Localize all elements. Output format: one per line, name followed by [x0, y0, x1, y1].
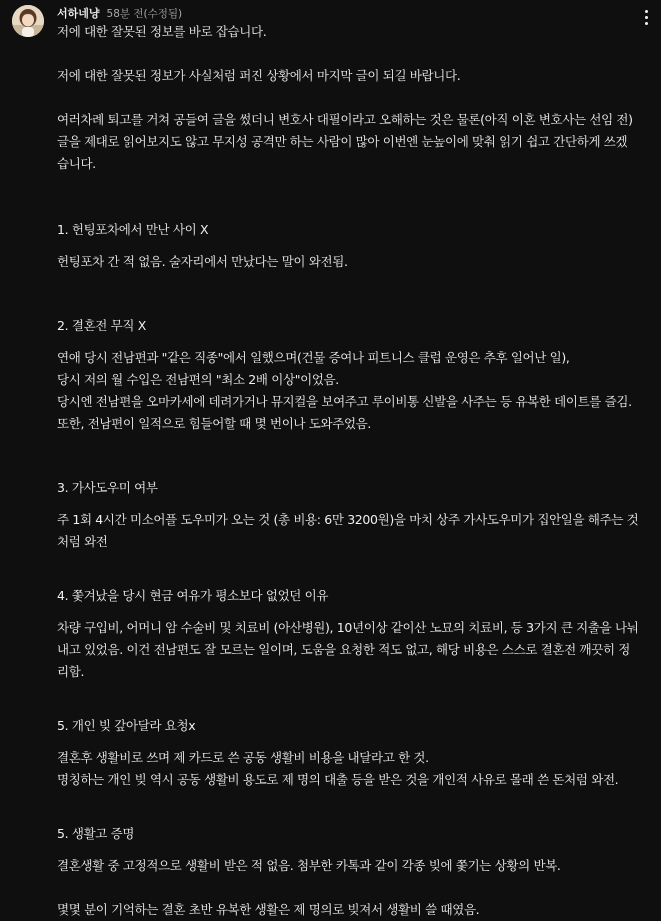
section-heading: 5. 개인 빚 갚아달라 요청x	[57, 718, 196, 733]
comment-line: 처럼 와전	[57, 534, 108, 549]
comment-body	[57, 21, 647, 921]
comment-line: 저에 대한 잘못된 정보를 바로 잡습니다.	[57, 24, 267, 39]
comment-line: 습니다.	[57, 156, 96, 171]
section-heading: 1. 헌팅포차에서 만난 사이 X	[57, 222, 209, 237]
section-heading: 5. 생활고 증명	[57, 826, 135, 841]
author-avatar[interactable]	[12, 5, 44, 37]
comment-line: 몇몇 분이 기억하는 결혼 초반 유복한 생활은 제 명의로 빚져서 생활비 쓸 때였음.	[57, 902, 480, 917]
comment-line: 당시 저의 월 수입은 전남편의 "최소 2배 이상"이었음.	[57, 372, 339, 387]
comment-line: 결혼생활 중 고정적으로 생활비 받은 적 없음. 첨부한 카톡과 같이 각종 빚에 쫓기는 상황의 반복.	[57, 858, 561, 873]
comment-line: 내고 있었음. 이건 전남편도 잘 모르는 일이며, 도움을 요청한 적도 없고, 해당 비용은 스스로 결혼전 깨끗히 정	[57, 642, 631, 657]
comment-line: 연애 당시 전남편과 "같은 직종"에서 일했으며(건물 증여나 피트니스 클럽 운영은 추후 일어난 일),	[57, 350, 570, 365]
section-heading: 4. 쫓겨났을 당시 현금 여유가 평소보다 없었던 이유	[57, 588, 329, 603]
comment-line: 글을 제대로 읽어보지도 않고 무지성 공격만 하는 사람이 많아 이번엔 눈높이에 맞춰 읽기 쉽고 간단하게 쓰겠	[57, 134, 628, 149]
author-name[interactable]: 서하네냥	[57, 7, 100, 20]
comment-line: 헌팅포차 간 적 없음. 술자리에서 만났다는 말이 와전됨.	[57, 254, 348, 269]
comment-header	[57, 5, 182, 21]
comment-line: 차량 구입비, 어머니 암 수술비 및 치료비 (아산병원), 10년이상 같이산 노묘의 치료비, 등 3가지 큰 지출을 나눠	[57, 620, 639, 635]
avatar-image	[12, 5, 44, 37]
comment-line: 명칭하는 개인 빚 역시 공동 생활비 용도로 제 명의 대출 등을 받은 것을 개인적 사유로 몰래 쓴 돈처럼 와전.	[57, 772, 619, 787]
comment-line: 저에 대한 잘못된 정보가 사실처럼 퍼진 상황에서 마지막 글이 되길 바랍니다.	[57, 68, 461, 83]
comment-line: 여러차례 퇴고를 거쳐 공들여 글을 썼더니 변호사 대필이라고 오해하는 것은 물론(아직 이혼 변호사는 선임 전)	[57, 112, 633, 127]
vertical-dots-icon	[645, 10, 648, 13]
section-heading: 3. 가사도우미 여부	[57, 480, 158, 495]
comment-line: 주 1회 4시간 미소어플 도우미가 오는 것 (총 비용: 6만 3200원)을 마치 상주 가사도우미가 집안일을 해주는 것	[57, 512, 639, 527]
comment-line: 당시엔 전남편을 오마카세에 데려가거나 뮤지컬을 보여주고 루이비통 신발을 사주는 등 유복한 데이트를 즐김.	[57, 394, 632, 409]
comment-line: 또한, 전남편이 일적으로 힘들어할 때 몇 번이나 도와주었음.	[57, 416, 372, 431]
comment-line: 결혼후 생활비로 쓰며 제 카드로 쓴 공동 생활비 비용을 내달라고 한 것.	[57, 750, 429, 765]
comment-line: 리함.	[57, 664, 85, 679]
section-heading: 2. 결혼전 무직 X	[57, 318, 146, 333]
comment-timestamp[interactable]: 58분 전(수정됨)	[106, 7, 183, 20]
